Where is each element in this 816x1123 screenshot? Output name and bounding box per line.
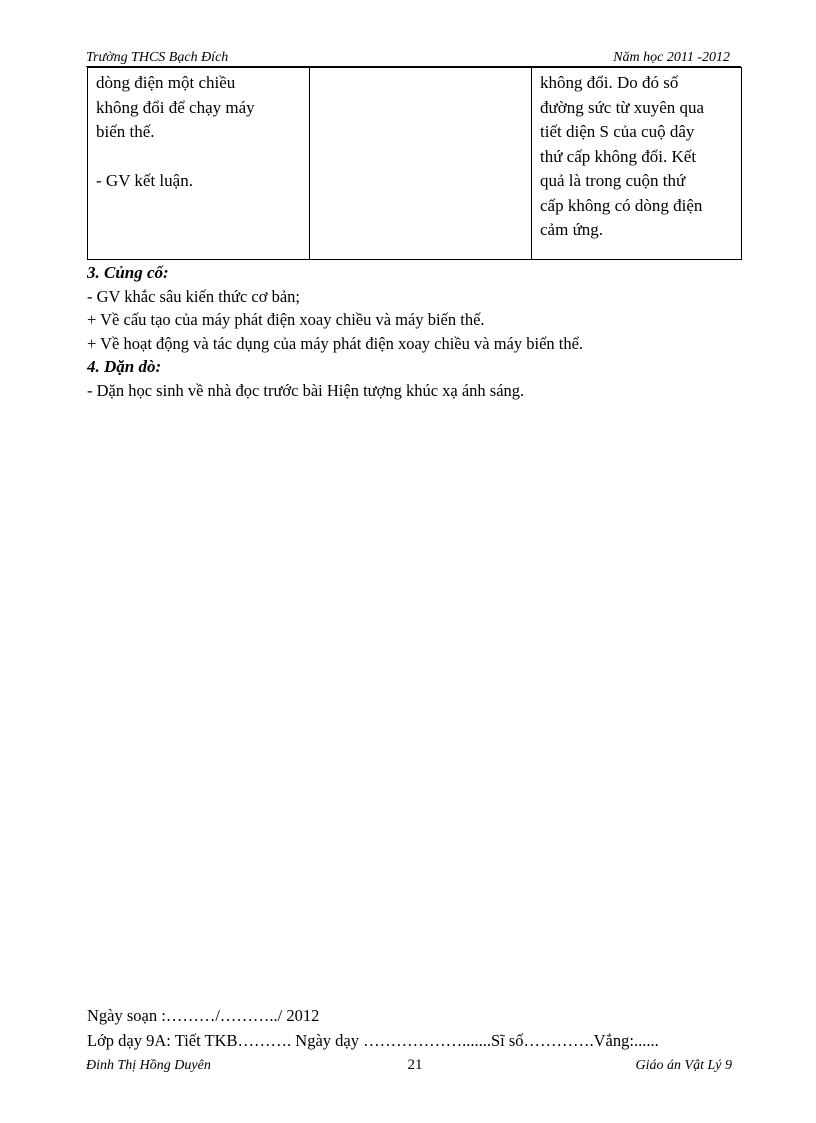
- table-row: [88, 68, 742, 260]
- consolidation-line: - GV khắc sâu kiến thức cơ bản;: [87, 286, 301, 306]
- footer-author: Đinh Thị Hồng Duyên: [86, 1058, 211, 1073]
- consolidation-line: + Về hoạt động và tác dụng của máy phát điện xoay chiều và máy biến thể.: [87, 333, 584, 353]
- consolidation-title: 3. Củng cố:: [87, 263, 169, 282]
- lesson-table: [87, 67, 742, 260]
- consolidation-line: + Về cấu tạo của máy phát điện xoay chiều và máy biến thế.: [87, 310, 485, 329]
- header-school-year: Năm học 2011 -2012: [613, 50, 730, 65]
- class-info: Lớp dạy 9A: Tiết TKB………. Ngày dạy ……………….......Sĩ số………….Vắng:......: [87, 1031, 659, 1050]
- header-school: Trường THCS Bạch Đích: [86, 50, 229, 65]
- prep-date: Ngày soạn :………/………../ 2012: [87, 1006, 320, 1025]
- student-activity-cell: [310, 68, 532, 260]
- consolidation-section: [87, 261, 583, 402]
- footer-doc-title: Giáo án Vật Lý 9: [635, 1058, 732, 1073]
- teacher-activity-cell: dòng điện một chiều không đổi để chạy máy biến thế. - GV kết luận.: [88, 68, 310, 260]
- homework-title: 4. Dặn dò:: [87, 357, 162, 376]
- page-number: 21: [407, 1057, 423, 1073]
- homework-line: - Dặn học sinh về nhà đọc trước bài Hiện tượng khúc xạ ánh sáng.: [87, 380, 525, 400]
- content-cell: không đổi. Do đó số đường sức từ xuyên qua tiết diện S của cuộ dây thứ cấp không đổi. Kết quả là trong cuộn thứ cấp không có dòng điện cảm ứng.: [532, 68, 742, 260]
